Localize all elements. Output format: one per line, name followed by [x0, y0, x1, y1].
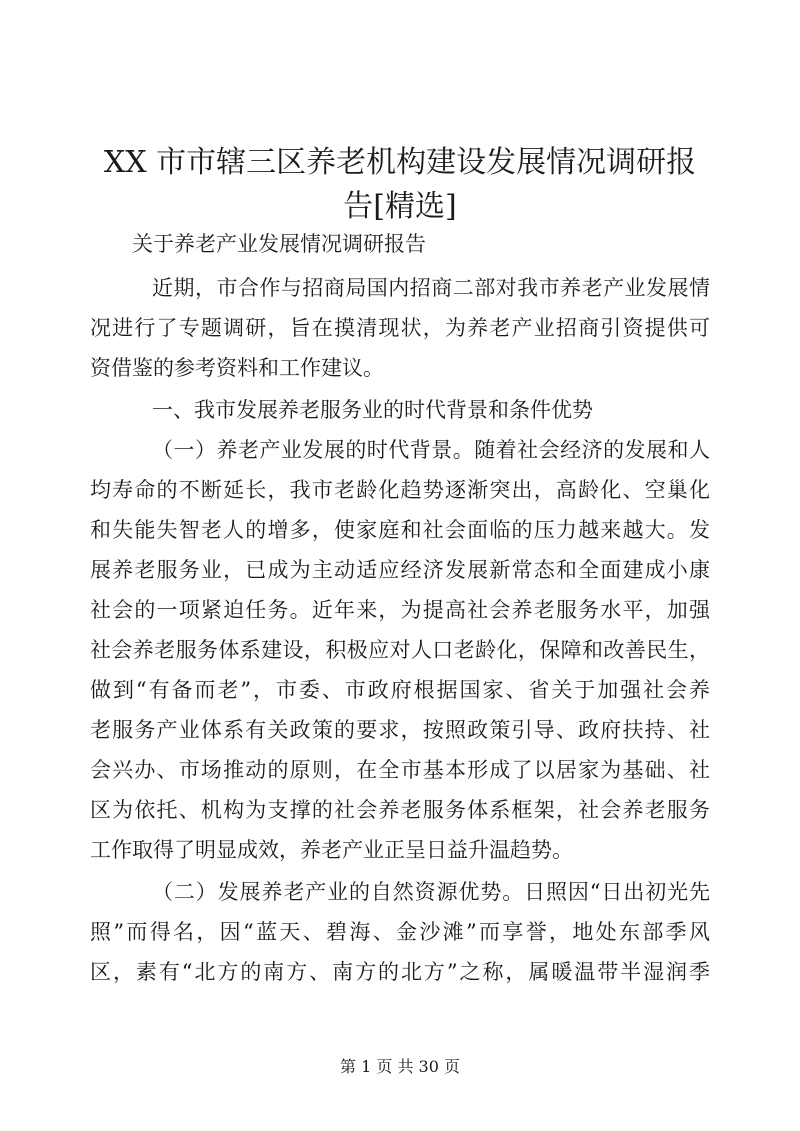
- body-line: 展养老服务业，已成为主动适应经济发展新常态和全面建成小康: [90, 558, 710, 582]
- body-line: 况进行了专题调研，旨在摸清现状，为养老产业招商引资提供可: [90, 316, 710, 340]
- body-line: 资借鉴的参考资料和工作建议。: [90, 356, 384, 380]
- section-heading: 一、我市发展养老服务业的时代背景和条件优势: [152, 398, 593, 422]
- body-line: 老服务产业体系有关政策的要求，按照政策引导、政府扶持、社: [90, 718, 710, 742]
- document-title-line-2: 告[精选]: [343, 189, 457, 224]
- body-line: 近期，市合作与招商局国内招商二部对我市养老产业发展情: [152, 276, 710, 300]
- body-line: 和失能失智老人的增多，使家庭和社会面临的压力越来越大。发: [90, 518, 710, 542]
- body-line: 做到“有备而老”，市委、市政府根据国家、省关于加强社会养: [90, 678, 710, 702]
- body-line: （一）养老产业发展的时代背景。随着社会经济的发展和人: [152, 438, 710, 462]
- page-number-footer: 第 1 页 共 30 页: [340, 1057, 460, 1076]
- body-line: 区为依托、机构为支撑的社会养老服务体系框架，社会养老服务: [90, 798, 710, 822]
- body-line: 照”而得名，因“蓝天、碧海、金沙滩”而享誉，地处东部季风: [90, 920, 710, 944]
- body-line: 区，素有“北方的南方、南方的北方”之称，属暖温带半湿润季: [90, 960, 710, 984]
- subtitle-line: 关于养老产业发展情况调研报告: [132, 232, 426, 256]
- document-title-line-1: XX 市市辖三区养老机构建设发展情况调研报: [103, 145, 697, 180]
- body-line: 会兴办、市场推动的原则，在全市基本形成了以居家为基础、社: [90, 758, 710, 782]
- body-line: 均寿命的不断延长，我市老龄化趋势逐渐突出，高龄化、空巢化: [90, 478, 710, 502]
- body-line: 工作取得了明显成效，养老产业正呈日益升温趋势。: [90, 838, 573, 862]
- body-line: 社会的一项紧迫任务。近年来，为提高社会养老服务水平，加强: [90, 598, 710, 622]
- body-line: 社会养老服务体系建设，积极应对人口老龄化，保障和改善民生，: [90, 638, 710, 662]
- body-line: （二）发展养老产业的自然资源优势。日照因“日出初光先: [152, 880, 710, 904]
